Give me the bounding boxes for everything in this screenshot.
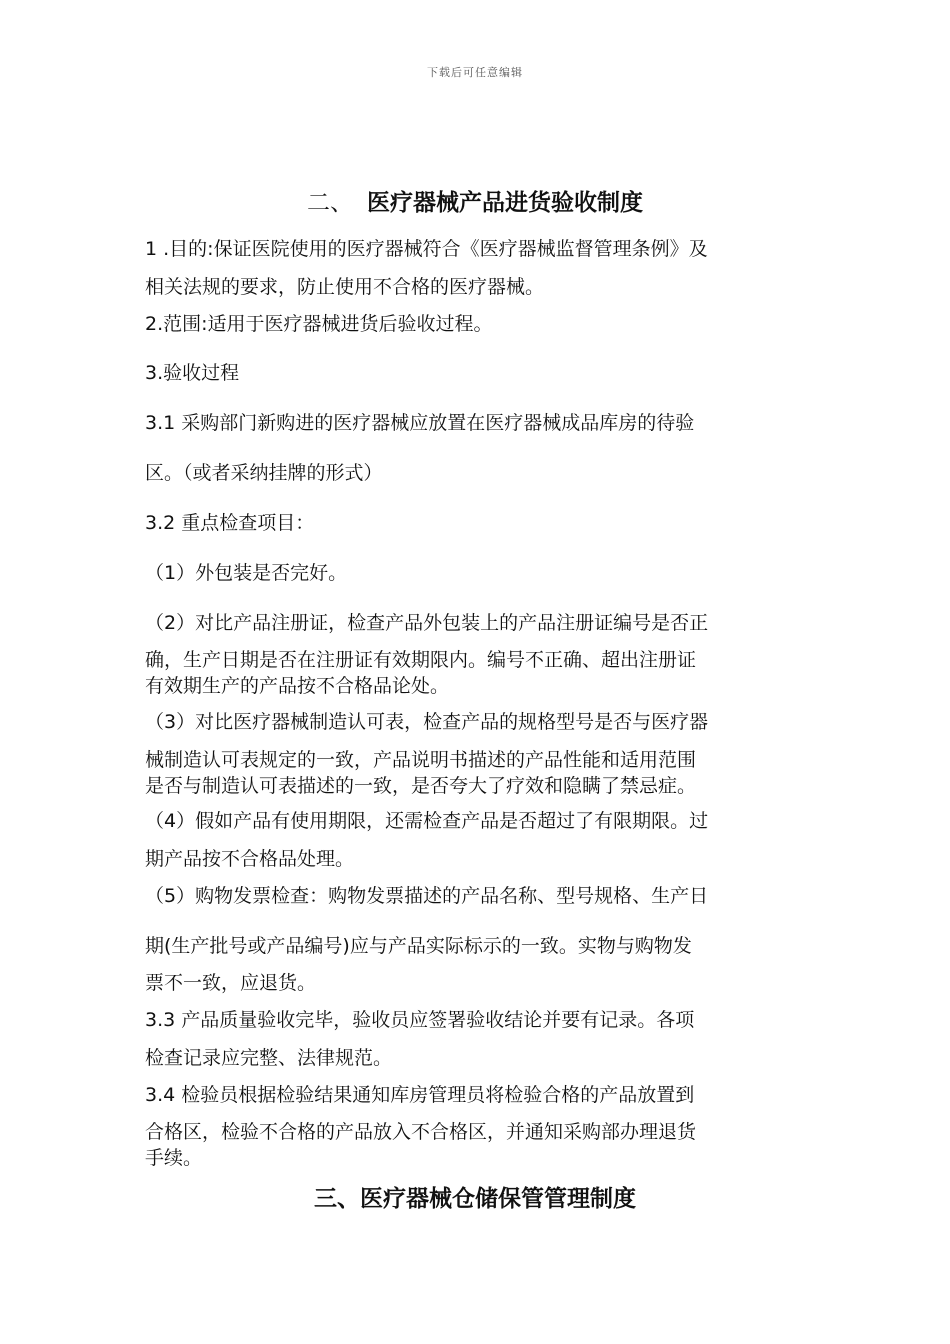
text-line: 区。（或者采纳挂牌的形式）	[145, 462, 383, 484]
text-line: 相关法规的要求，防止使用不合格的医疗器械。	[145, 276, 545, 298]
text-line: （1）外包装是否完好。	[145, 562, 348, 584]
section-3-heading: 三、医疗器械仓储保管管理制度	[314, 1186, 636, 1212]
text-line: （2）对比产品注册证，检查产品外包装上的产品注册证编号是否正	[145, 612, 709, 634]
text-line: 3.1 采购部门新购进的医疗器械应放置在医疗器械成品库房的待验	[145, 412, 695, 434]
text-line: 2.范围:适用于医疗器械进货后验收过程。	[145, 313, 493, 335]
text-line: （4）假如产品有使用期限，还需检查产品是否超过了有限期限。过	[145, 810, 709, 832]
section-2-title: 医疗器械产品进货验收制度	[367, 190, 643, 216]
text-line: 3.4 检验员根据检验结果通知库房管理员将检验合格的产品放置到	[145, 1084, 695, 1106]
text-line: （3）对比医疗器械制造认可表，检查产品的规格型号是否与医疗器	[145, 711, 709, 733]
text-line: 票不一致，应退货。	[145, 972, 317, 994]
text-line: 3.3 产品质量验收完毕，验收员应签署验收结论并要有记录。各项	[145, 1009, 695, 1031]
text-line: 1 .目的:保证医院使用的医疗器械符合《医疗器械监督管理条例》及	[145, 238, 708, 260]
text-line: 期产品按不合格品处理。	[145, 848, 355, 870]
text-line: 检查记录应完整、法律规范。	[145, 1047, 393, 1069]
text-line: 手续。	[145, 1147, 203, 1169]
text-line: 合格区，检验不合格的产品放入不合格区，并通知采购部办理退货	[145, 1121, 697, 1143]
text-line: 3.2 重点检查项目：	[145, 512, 315, 534]
text-line: 确，生产日期是否在注册证有效期限内。编号不正确、超出注册证	[145, 649, 697, 671]
section-2-heading	[0, 184, 950, 217]
section-2-number: 二、	[307, 190, 353, 216]
text-line: 期(生产批号或产品编号)应与产品实际标示的一致。实物与购物发	[145, 935, 692, 957]
page-header-note: 下载后可任意编辑	[427, 66, 523, 79]
text-line: 有效期生产的产品按不合格品论处。	[145, 675, 450, 697]
text-line: 械制造认可表规定的一致，产品说明书描述的产品性能和适用范围	[145, 749, 697, 771]
text-line: 3.验收过程	[145, 362, 240, 384]
text-line: 是否与制造认可表描述的一致，是否夸大了疗效和隐瞒了禁忌症。	[145, 775, 697, 797]
text-line: （5）购物发票检查：购物发票描述的产品名称、型号规格、生产日	[145, 885, 709, 907]
